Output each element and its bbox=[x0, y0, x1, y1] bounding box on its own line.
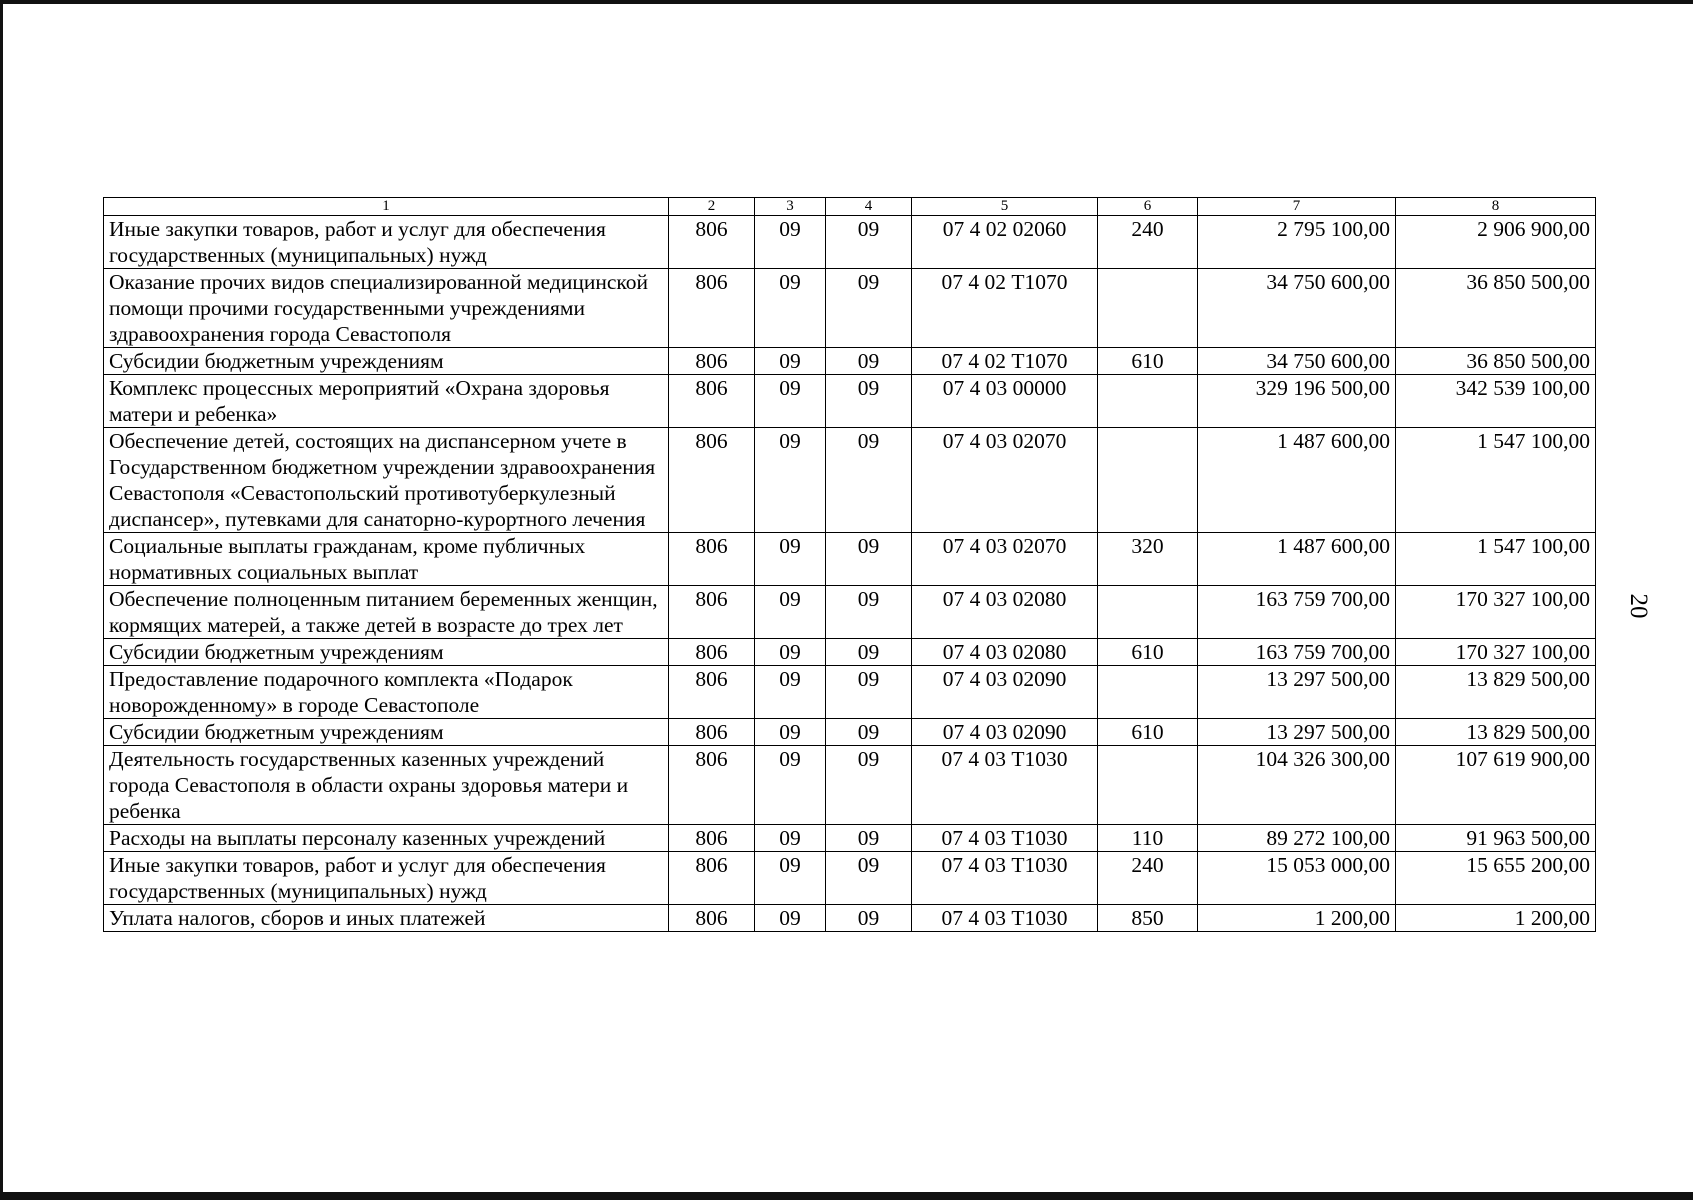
row-col4-cell: 09 bbox=[826, 533, 912, 586]
row-name-cell: Субсидии бюджетным учреждениям bbox=[104, 639, 669, 666]
table-row bbox=[104, 348, 1596, 375]
row-col5-cell: 07 4 03 02090 bbox=[912, 719, 1098, 746]
row-col6-cell: 240 bbox=[1098, 852, 1198, 905]
table-body bbox=[104, 198, 1596, 932]
row-col2-cell: 806 bbox=[669, 428, 755, 533]
row-name-cell: Обеспечение полноценным питанием беременных женщин, кормящих матерей, а также детей в возрасте до трех лет bbox=[104, 586, 669, 639]
row-col2-cell: 806 bbox=[669, 746, 755, 825]
row-col2-cell: 806 bbox=[669, 666, 755, 719]
row-col7-cell: 329 196 500,00 bbox=[1198, 375, 1396, 428]
row-col3-cell: 09 bbox=[755, 666, 826, 719]
row-col5-cell: 07 4 03 02070 bbox=[912, 533, 1098, 586]
row-col4-cell: 09 bbox=[826, 216, 912, 269]
row-name-cell: Социальные выплаты гражданам, кроме публичных нормативных социальных выплат bbox=[104, 533, 669, 586]
row-col3-cell: 09 bbox=[755, 746, 826, 825]
row-col4-cell: 09 bbox=[826, 269, 912, 348]
page-number: 20 bbox=[1625, 593, 1652, 619]
row-col6-cell: 610 bbox=[1098, 348, 1198, 375]
row-col4-cell: 09 bbox=[826, 639, 912, 666]
row-col2-cell: 806 bbox=[669, 639, 755, 666]
header-cell: 3 bbox=[755, 198, 826, 216]
table-row bbox=[104, 666, 1596, 719]
table-row bbox=[104, 428, 1596, 533]
table-row bbox=[104, 216, 1596, 269]
row-name-cell: Деятельность государственных казенных учреждений города Севастополя в области охраны здоровья матери и ребенка bbox=[104, 746, 669, 825]
row-col2-cell: 806 bbox=[669, 905, 755, 932]
row-col7-cell: 34 750 600,00 bbox=[1198, 269, 1396, 348]
row-col2-cell: 806 bbox=[669, 825, 755, 852]
row-col2-cell: 806 bbox=[669, 719, 755, 746]
row-col7-cell: 1 487 600,00 bbox=[1198, 428, 1396, 533]
row-col2-cell: 806 bbox=[669, 586, 755, 639]
row-col4-cell: 09 bbox=[826, 666, 912, 719]
row-col8-cell: 170 327 100,00 bbox=[1396, 586, 1596, 639]
row-col6-cell: 320 bbox=[1098, 533, 1198, 586]
row-col6-cell: 610 bbox=[1098, 719, 1198, 746]
row-col6-cell: 240 bbox=[1098, 216, 1198, 269]
row-col4-cell: 09 bbox=[826, 375, 912, 428]
row-col4-cell: 09 bbox=[826, 852, 912, 905]
row-name-cell: Оказание прочих видов специализированной медицинской помощи прочими государственными учреждениями здравоохранения города Севастополя bbox=[104, 269, 669, 348]
table-row bbox=[104, 719, 1596, 746]
row-col2-cell: 806 bbox=[669, 533, 755, 586]
row-name-cell: Уплата налогов, сборов и иных платежей bbox=[104, 905, 669, 932]
header-cell: 5 bbox=[912, 198, 1098, 216]
row-col8-cell: 1 547 100,00 bbox=[1396, 533, 1596, 586]
header-cell: 7 bbox=[1198, 198, 1396, 216]
row-col3-cell: 09 bbox=[755, 533, 826, 586]
row-name-cell: Субсидии бюджетным учреждениям bbox=[104, 719, 669, 746]
header-cell: 8 bbox=[1396, 198, 1596, 216]
row-col7-cell: 1 487 600,00 bbox=[1198, 533, 1396, 586]
row-col6-cell bbox=[1098, 586, 1198, 639]
row-col8-cell: 36 850 500,00 bbox=[1396, 269, 1596, 348]
table-row bbox=[104, 852, 1596, 905]
row-col7-cell: 34 750 600,00 bbox=[1198, 348, 1396, 375]
row-col8-cell: 15 655 200,00 bbox=[1396, 852, 1596, 905]
row-col8-cell: 2 906 900,00 bbox=[1396, 216, 1596, 269]
table-row bbox=[104, 269, 1596, 348]
row-col3-cell: 09 bbox=[755, 719, 826, 746]
row-name-cell: Расходы на выплаты персоналу казенных учреждений bbox=[104, 825, 669, 852]
row-col4-cell: 09 bbox=[826, 719, 912, 746]
row-name-cell: Комплекс процессных мероприятий «Охрана здоровья матери и ребенка» bbox=[104, 375, 669, 428]
row-col5-cell: 07 4 02 Т1070 bbox=[912, 269, 1098, 348]
row-col3-cell: 09 bbox=[755, 825, 826, 852]
row-name-cell: Иные закупки товаров, работ и услуг для обеспечения государственных (муниципальных) нужд bbox=[104, 216, 669, 269]
row-col2-cell: 806 bbox=[669, 269, 755, 348]
header-cell: 2 bbox=[669, 198, 755, 216]
row-name-cell: Предоставление подарочного комплекта «Подарок новорожденному» в городе Севастополе bbox=[104, 666, 669, 719]
row-col6-cell: 110 bbox=[1098, 825, 1198, 852]
table-row bbox=[104, 746, 1596, 825]
row-col3-cell: 09 bbox=[755, 216, 826, 269]
row-col4-cell: 09 bbox=[826, 586, 912, 639]
table-row bbox=[104, 825, 1596, 852]
row-col4-cell: 09 bbox=[826, 746, 912, 825]
row-col7-cell: 13 297 500,00 bbox=[1198, 666, 1396, 719]
table-row bbox=[104, 639, 1596, 666]
row-col2-cell: 806 bbox=[669, 348, 755, 375]
row-col5-cell: 07 4 03 Т1030 bbox=[912, 852, 1098, 905]
row-name-cell: Субсидии бюджетным учреждениям bbox=[104, 348, 669, 375]
row-col3-cell: 09 bbox=[755, 639, 826, 666]
row-col8-cell: 91 963 500,00 bbox=[1396, 825, 1596, 852]
row-col4-cell: 09 bbox=[826, 825, 912, 852]
row-col5-cell: 07 4 03 02080 bbox=[912, 586, 1098, 639]
table-header-row bbox=[104, 198, 1596, 216]
row-col4-cell: 09 bbox=[826, 348, 912, 375]
row-col4-cell: 09 bbox=[826, 905, 912, 932]
row-col3-cell: 09 bbox=[755, 269, 826, 348]
row-col8-cell: 1 547 100,00 bbox=[1396, 428, 1596, 533]
row-col8-cell: 107 619 900,00 bbox=[1396, 746, 1596, 825]
row-col5-cell: 07 4 03 02090 bbox=[912, 666, 1098, 719]
row-col8-cell: 13 829 500,00 bbox=[1396, 719, 1596, 746]
row-col3-cell: 09 bbox=[755, 375, 826, 428]
row-col7-cell: 13 297 500,00 bbox=[1198, 719, 1396, 746]
table-row bbox=[104, 905, 1596, 932]
row-col5-cell: 07 4 03 02080 bbox=[912, 639, 1098, 666]
budget-table bbox=[103, 197, 1596, 932]
row-col4-cell: 09 bbox=[826, 428, 912, 533]
table-row bbox=[104, 375, 1596, 428]
row-col3-cell: 09 bbox=[755, 852, 826, 905]
table-row bbox=[104, 586, 1596, 639]
row-col8-cell: 342 539 100,00 bbox=[1396, 375, 1596, 428]
header-cell: 4 bbox=[826, 198, 912, 216]
row-col7-cell: 1 200,00 bbox=[1198, 905, 1396, 932]
row-col2-cell: 806 bbox=[669, 375, 755, 428]
row-col5-cell: 07 4 03 Т1030 bbox=[912, 825, 1098, 852]
table-row bbox=[104, 533, 1596, 586]
row-col5-cell: 07 4 03 Т1030 bbox=[912, 905, 1098, 932]
row-col6-cell bbox=[1098, 666, 1198, 719]
row-col5-cell: 07 4 03 Т1030 bbox=[912, 746, 1098, 825]
row-col2-cell: 806 bbox=[669, 852, 755, 905]
row-col5-cell: 07 4 02 Т1070 bbox=[912, 348, 1098, 375]
row-col8-cell: 36 850 500,00 bbox=[1396, 348, 1596, 375]
row-col5-cell: 07 4 03 02070 bbox=[912, 428, 1098, 533]
header-cell: 1 bbox=[104, 198, 669, 216]
row-col8-cell: 170 327 100,00 bbox=[1396, 639, 1596, 666]
row-col5-cell: 07 4 02 02060 bbox=[912, 216, 1098, 269]
row-col7-cell: 15 053 000,00 bbox=[1198, 852, 1396, 905]
row-col3-cell: 09 bbox=[755, 905, 826, 932]
row-col6-cell bbox=[1098, 428, 1198, 533]
row-col6-cell bbox=[1098, 746, 1198, 825]
row-col6-cell bbox=[1098, 269, 1198, 348]
row-col3-cell: 09 bbox=[755, 348, 826, 375]
row-name-cell: Иные закупки товаров, работ и услуг для обеспечения государственных (муниципальных) нужд bbox=[104, 852, 669, 905]
row-name-cell: Обеспечение детей, состоящих на диспансерном учете в Государственном бюджетном учреждении здравоохранения Севастополя «Севастопольский противотуберкулезный диспансер», путевками для санаторно-курортного лечения bbox=[104, 428, 669, 533]
header-cell: 6 bbox=[1098, 198, 1198, 216]
row-col7-cell: 89 272 100,00 bbox=[1198, 825, 1396, 852]
row-col7-cell: 163 759 700,00 bbox=[1198, 639, 1396, 666]
row-col7-cell: 104 326 300,00 bbox=[1198, 746, 1396, 825]
row-col6-cell bbox=[1098, 375, 1198, 428]
row-col8-cell: 13 829 500,00 bbox=[1396, 666, 1596, 719]
row-col7-cell: 2 795 100,00 bbox=[1198, 216, 1396, 269]
row-col5-cell: 07 4 03 00000 bbox=[912, 375, 1098, 428]
row-col7-cell: 163 759 700,00 bbox=[1198, 586, 1396, 639]
row-col8-cell: 1 200,00 bbox=[1396, 905, 1596, 932]
row-col3-cell: 09 bbox=[755, 586, 826, 639]
row-col2-cell: 806 bbox=[669, 216, 755, 269]
row-col6-cell: 610 bbox=[1098, 639, 1198, 666]
row-col6-cell: 850 bbox=[1098, 905, 1198, 932]
row-col3-cell: 09 bbox=[755, 428, 826, 533]
